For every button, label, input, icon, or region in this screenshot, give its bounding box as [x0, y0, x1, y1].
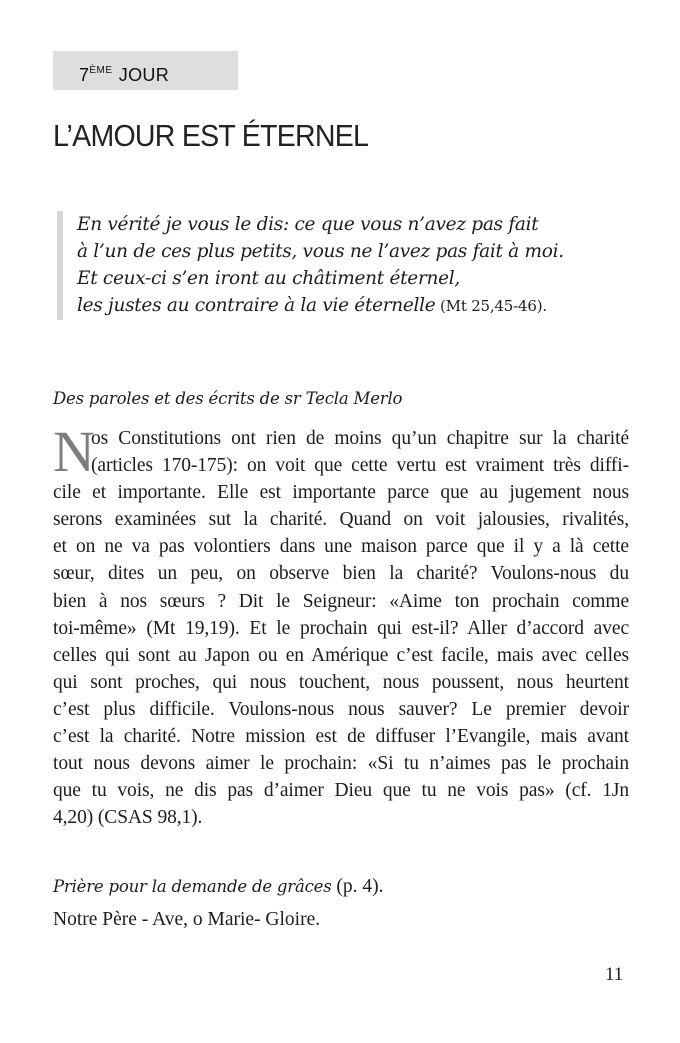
body-paragraph — [53, 419, 629, 831]
scripture-quote — [57, 211, 597, 320]
body-line: sœur, dites un peu, on observe bien la charité? Voulons-nous du — [53, 563, 629, 585]
quote-line: En vérité je vous le dis: ce que vous n’avez pas fait — [77, 214, 539, 235]
prayer-line — [53, 870, 383, 903]
body-line: et on ne va pas volontiers dans une maison parce que il y a là cette — [53, 536, 629, 558]
body-line: 4,20) (CSAS 98,1). — [53, 807, 203, 829]
body-line: toi-même» (Mt 19,19). Et le prochain qui est-il? Aller d’accord avec — [53, 617, 629, 639]
body-line: cile et importante. Elle est importante parce que au jugement nous — [53, 482, 629, 504]
prayer-page-ref: (p. 4). — [331, 876, 384, 897]
section-heading: Des paroles et des écrits de sr Tecla Merlo — [53, 389, 403, 408]
day-word: JOUR — [118, 65, 169, 85]
body-line: bien à nos sœurs ? Dit le Seigneur: «Aime ton prochain comme — [53, 590, 629, 612]
body-line: (articles 170-175): on voit que cette vertu est vraiment très diffi- — [91, 455, 629, 477]
page-title: L’AMOUR EST ÉTERNEL — [53, 118, 369, 153]
quote-line-last — [77, 292, 597, 320]
body-line: c’est plus difficile. Voulons-nous nous sauver? Le premier devoir — [53, 698, 629, 720]
quote-line-text: les justes au contraire à la vie éternelle — [77, 295, 436, 316]
body-line: qui sont proches, qui nous touchent, nous poussent, nous heurtent — [53, 671, 629, 693]
body-line: celles qui sont au Japon ou en Amérique c’est facile, mais avec celles — [53, 644, 629, 666]
drop-cap: N — [53, 419, 95, 484]
body-line: que tu vois, ne dis pas d’aimer Dieu que tu ne vois pas» (cf. 1Jn — [53, 780, 629, 802]
prayer-block — [53, 870, 383, 936]
quote-line: Et ceux-ci s’en iront au châtiment éternel, — [77, 268, 460, 289]
day-number: 7 — [79, 65, 90, 85]
day-label-box — [53, 51, 238, 90]
body-line: os Constitutions ont rien de moins qu’un chapitre sur la charité — [91, 428, 629, 449]
body-line: c’est la charité. Notre mission est de diffuser l’Evangile, mais avant — [53, 726, 629, 748]
prayer-closing: Notre Père - Ave, o Marie- Gloire. — [53, 909, 321, 930]
day-suffix: ÈME — [89, 65, 113, 76]
quote-reference: (Mt 25,45-46). — [435, 297, 547, 315]
quote-line: à l’un de ces plus petits, vous ne l’avez pas fait à moi. — [77, 241, 564, 262]
prayer-label: Prière pour la demande de grâces — [53, 877, 332, 896]
page-number: 11 — [605, 964, 624, 985]
body-line: tout nous devons aimer le prochain: «Si tu n’aimes pas le prochain — [53, 753, 629, 775]
body-line: serons examinées sut la charité. Quand on voit jalousies, rivalités, — [53, 509, 629, 531]
